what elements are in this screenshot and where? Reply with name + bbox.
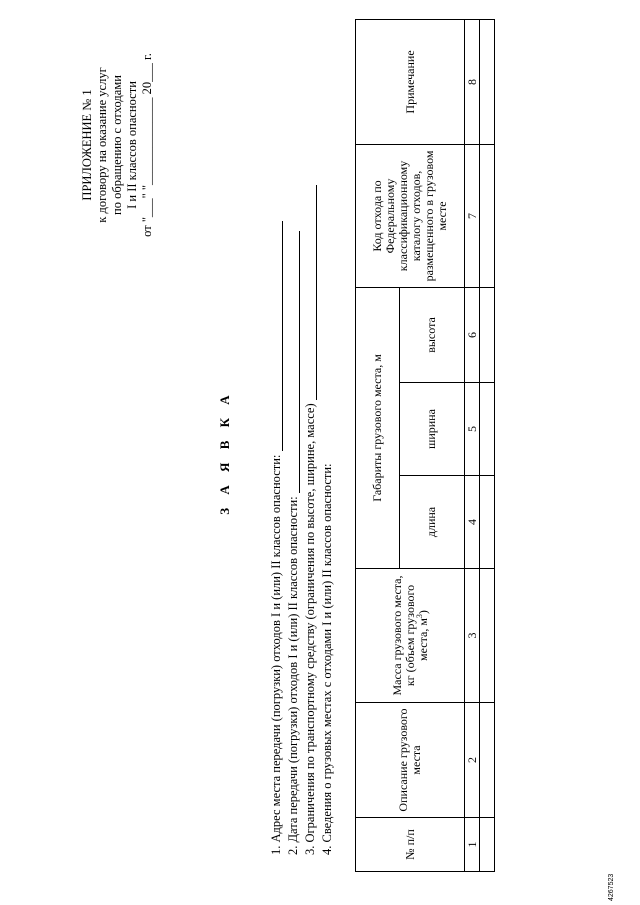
table-cell[interactable] [480, 287, 495, 382]
field-address-blank[interactable] [271, 222, 283, 452]
field-date [286, 231, 300, 855]
document-id: 4267523 [608, 873, 615, 901]
appendix-title: ПРИЛОЖЕНИЕ № 1 [80, 89, 94, 201]
table-cell[interactable] [480, 703, 495, 818]
appendix-date-line: от "___" "______________ 20___ г. [140, 53, 154, 237]
appendix-contract-line: к договору на оказание услуг [95, 67, 109, 223]
table-header-row [356, 19, 400, 871]
field-cargo-info-label: 4. Сведения о грузовых местах с отходами I и (или) II классов опасности: [320, 463, 334, 855]
column-number: 8 [465, 19, 480, 144]
field-date-label: 2. Дата передачи (погрузки) отходов I и (или) II классов опасности: [286, 496, 300, 855]
table-cell[interactable] [480, 818, 495, 872]
table-cell[interactable] [480, 569, 495, 703]
column-number: 4 [465, 476, 480, 569]
header-code: Код отхода по Федеральному классификационному каталогу отходов, размещенного в грузовом месте [356, 144, 465, 287]
header-mass-text: Масса грузового места, кг (объем грузового места, м [389, 575, 430, 696]
column-number: 2 [465, 703, 480, 818]
field-vehicle-limits [303, 185, 317, 855]
header-note: Примечание [356, 19, 465, 144]
field-address [269, 222, 283, 856]
field-vehicle-limits-blank[interactable] [305, 185, 317, 400]
field-date-blank[interactable] [288, 231, 300, 493]
field-cargo-info [320, 463, 334, 855]
column-number: 7 [465, 144, 480, 287]
field-vehicle-limits-label: 3. Ограничения по транспортному средству (ограничения по высоте, ширине, массе) [303, 403, 317, 855]
table-cell[interactable] [480, 144, 495, 287]
header-mass-end: ) [415, 610, 430, 615]
header-mass [356, 569, 465, 703]
header-length: длина [399, 476, 464, 569]
header-width: ширина [399, 383, 464, 476]
table-cell[interactable] [480, 383, 495, 476]
table-cell[interactable] [480, 19, 495, 144]
column-number: 5 [465, 383, 480, 476]
column-number: 1 [465, 818, 480, 872]
column-number: 6 [465, 287, 480, 382]
document-title: З А Я В К А [217, 390, 232, 515]
cargo-table [355, 19, 495, 872]
appendix-subject-line: по обращению с отходами [110, 75, 124, 215]
table-row [480, 19, 495, 871]
header-num: № п/п [356, 818, 465, 872]
header-mass-sup: 3 [414, 614, 424, 619]
header-height: высота [399, 287, 464, 382]
table-cell[interactable] [480, 476, 495, 569]
field-address-label: 1. Адрес места передачи (погрузки) отходов I и (или) II классов опасности: [269, 454, 283, 855]
header-dimensions: Габариты грузового места, м [356, 287, 400, 568]
appendix-class-line: I и II классов опасности [125, 81, 139, 209]
header-description: Описание грузового места [356, 703, 465, 818]
column-number: 3 [465, 569, 480, 703]
column-number-row [465, 19, 480, 871]
appendix-header [80, 45, 155, 245]
